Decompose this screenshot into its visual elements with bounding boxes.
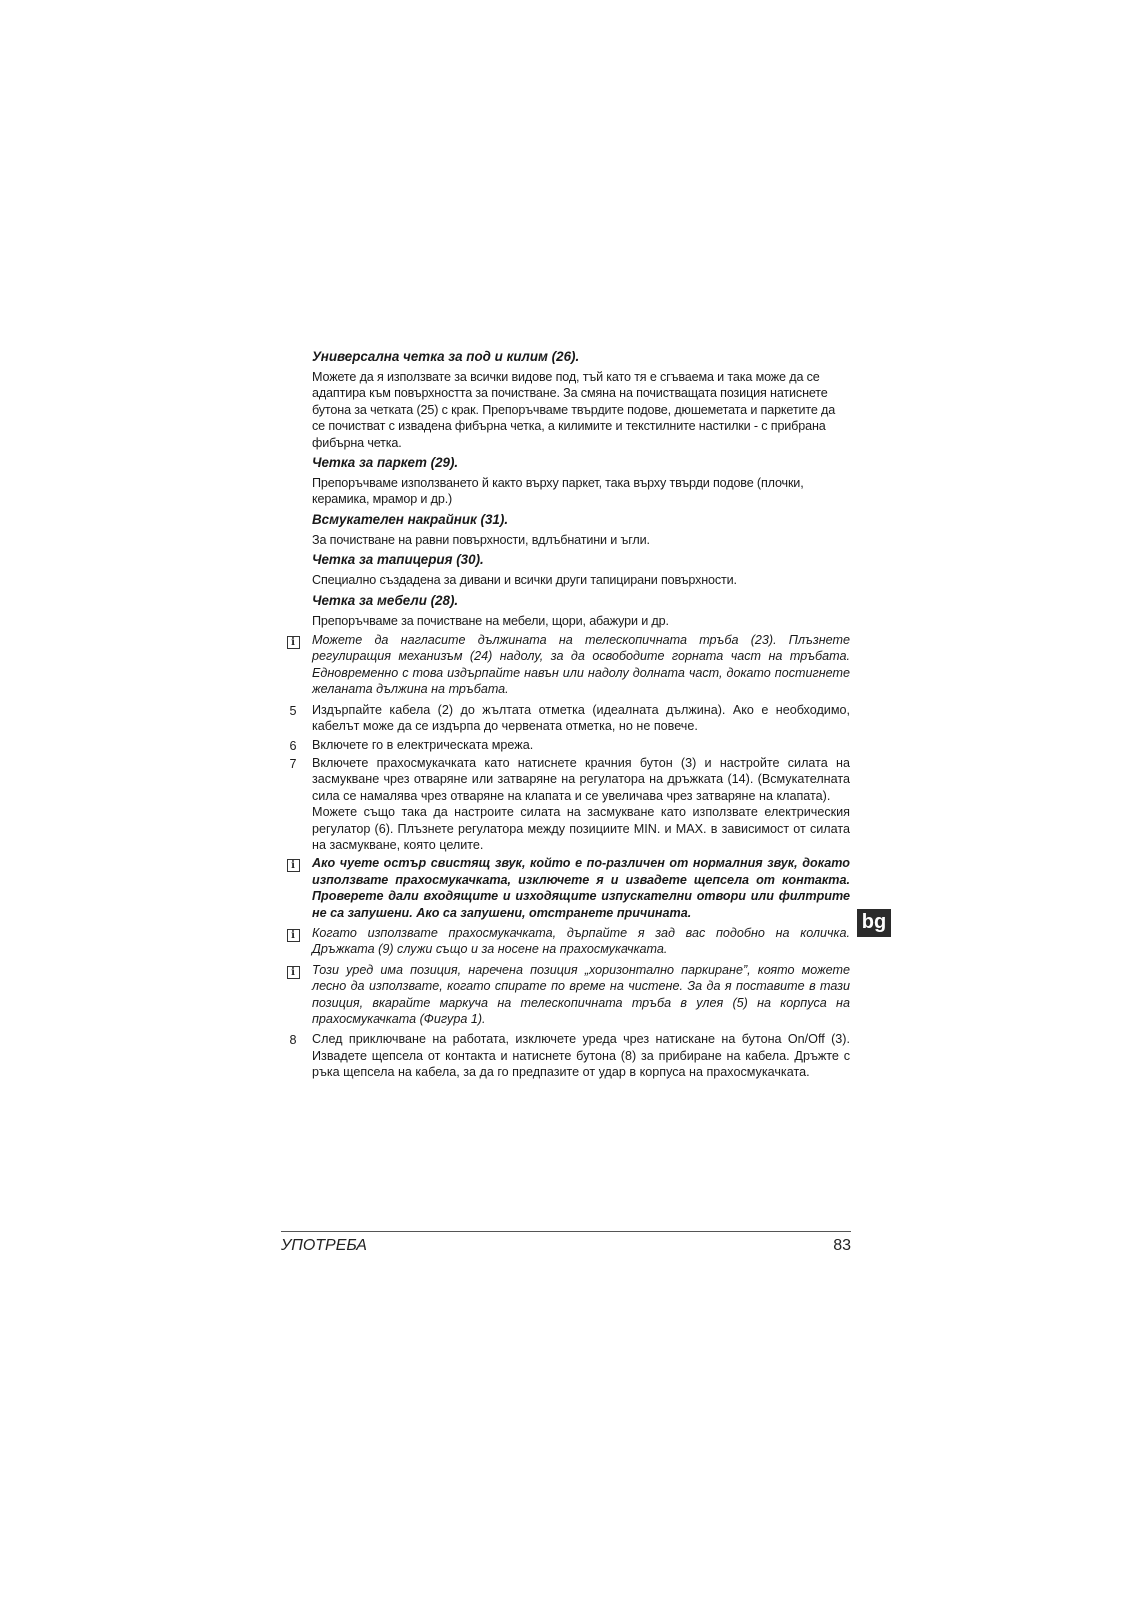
step-text: Издърпайте кабела (2) до жълтата отметка (идеалната дължина). Ако е необходимо, кабелът може да се издърпа до червената отметка, но не повече. [312, 702, 850, 734]
step-item [285, 737, 850, 753]
section-heading: Четка за тапицерия (30). [312, 552, 484, 568]
note-whistling-sound [285, 855, 850, 921]
section-heading: Четка за мебели (28). [312, 592, 459, 608]
note-text: Когато използвате прахосмукачката, дърпайте я зад вас подобно на количка. Дръжката (9) служи също и за носене на прахосмукачката. [312, 925, 850, 957]
info-icon: i [287, 859, 300, 872]
info-icon: i [287, 636, 300, 649]
footer-section-title: УПОТРЕБА [281, 1237, 367, 1254]
section-furniture-brush [285, 592, 850, 629]
step-item [285, 702, 850, 735]
page-content [285, 348, 850, 1083]
note-telescopic-tube [285, 632, 850, 698]
section-parquet-brush [285, 454, 850, 508]
page-number: 83 [833, 1237, 851, 1254]
section-upholstery-brush [285, 551, 850, 588]
section-heading: Четка за паркет (29). [312, 455, 459, 471]
language-tab: bg [857, 909, 891, 937]
note-text: Ако чуете остър свистящ звук, който е по-различен от нормалния звук, докато използвате прахосмукачката, изключете я и извадете щепсела от контакта. Проверете дали входящите и изходящите изпускателни отвори или филтрите не са запушени. Ако са запушени, отстранете причината. [312, 856, 850, 920]
info-icon: i [287, 966, 300, 979]
note-pulling [285, 925, 850, 958]
step-item [285, 1031, 850, 1080]
step-number: 6 [289, 738, 297, 753]
step-text: Включете прахосмукачката като натиснете крачния бутон (3) и настройте силата на засмукване чрез отваряне или затваряне на регулатора на дръжката (14). (Всмукателната сила се намалява чрез отваряне на клапата и се увеличава чрез затваряне на клапата). [312, 755, 850, 803]
section-text: Препоръчваме използването й както върху паркет, така върху твърди подове (плочки, керамика, мрамор и др.) [312, 476, 804, 507]
step-number: 8 [289, 1033, 297, 1048]
section-text: Можете да я използвате за всички видове под, тъй като тя е сгъваема и така може да се адаптира към повърхността за почистване. За смяна на почистващата позиция натиснете бутона за четката (25) с крак. Препоръчваме твърдите подове, дюшеметата и паркетите да се почистват с извадена фибърна четка, а килимите и текстилните настилки - с прибрана фибърна четка. [312, 370, 836, 450]
section-universal-brush [285, 348, 850, 451]
step-text: Включете го в електрическата мрежа. [312, 737, 534, 752]
note-text: Можете да нагласите дължината на телескопичната тръба (23). Плъзнете регулиращия механизъм (24) надолу, за да освободите горната част на тръбата. Едновременно с това издърпайте навън или надолу долната част, докато постигнете желаната дължина на тръбата. [312, 633, 850, 697]
section-heading: Универсална четка за под и килим (26). [312, 349, 580, 364]
section-crevice-nozzle [285, 511, 850, 548]
section-text: Специално създадена за дивани и всички други тапицирани повърхности. [312, 573, 737, 588]
section-text: Препоръчваме за почистване на мебели, щори, абажури и др. [312, 613, 669, 628]
step-number: 5 [289, 703, 297, 718]
section-heading: Всмукателен накрайник (31). [312, 511, 509, 527]
footer-divider [281, 1231, 851, 1232]
step-text: След приключване на работата, изключете уреда чрез натискане на бутона On/Off (3). Извадете щепсела от контакта и натиснете бутона (8) за прибиране на кабела. Дръжте с ръка щепсела на кабела, за да го предпазите от удар в корпуса на прахосмукачката. [312, 1032, 850, 1080]
step-text-continued: Можете също така да настроите силата на засмукване като използвате електрическия регулатор (6). Плъзнете регулатора между позициите MIN. и MAX. в зависимост от силата на засмукване, която целите. [312, 805, 850, 852]
step-item [285, 755, 850, 853]
note-text: Този уред има позиция, наречена позиция „хоризонтално паркиране”, която можете лесно да използвате, когато спирате по време на чистене. За да я поставите в тази позиция, вкарайте маркуча на телескопичната тръба в улея (5) на корпуса на прахосмукачката (Фигура 1). [312, 962, 850, 1026]
section-text: За почистване на равни повърхности, вдлъбнатини и ъгли. [312, 532, 650, 547]
step-number: 7 [289, 756, 297, 771]
note-parking-position [285, 962, 850, 1028]
info-icon: i [287, 929, 300, 942]
